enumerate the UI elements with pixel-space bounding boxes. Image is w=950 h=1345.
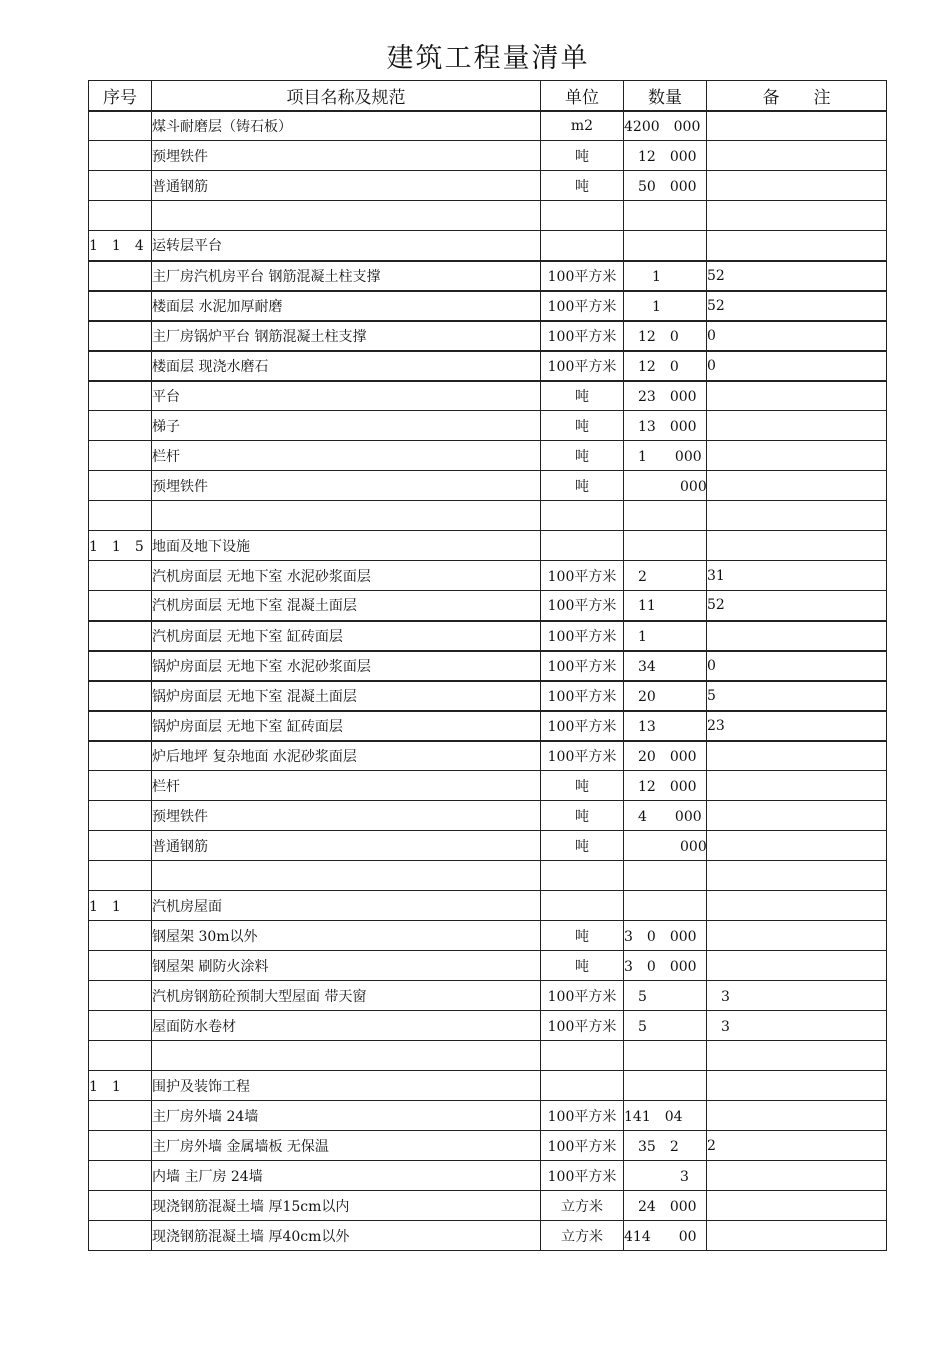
cell-note: 3 <box>707 981 887 1011</box>
cell-item-name: 钢屋架 30m以外 <box>152 921 541 951</box>
cell-quantity: 35 2 <box>624 1131 707 1161</box>
table-row <box>89 771 887 801</box>
cell-seq <box>89 291 152 321</box>
table-row <box>89 291 887 321</box>
cell-quantity: 20 <box>624 681 707 711</box>
table-row <box>89 411 887 441</box>
cell-note <box>707 891 887 921</box>
cell-quantity <box>624 861 707 891</box>
table-row <box>89 621 887 651</box>
cell-unit: 吨 <box>541 171 624 201</box>
cell-note <box>707 1221 887 1251</box>
cell-item-name: 现浇钢筋混凝土墙 厚40cm以外 <box>152 1221 541 1251</box>
cell-seq: 1 1 5 <box>89 531 152 561</box>
cell-seq <box>89 1101 152 1131</box>
page-title: 建筑工程量清单 <box>386 43 590 74</box>
cell-quantity: 11 <box>624 591 707 621</box>
cell-seq <box>89 201 152 231</box>
cell-unit: 100平方米 <box>541 561 624 591</box>
table-row <box>89 201 887 231</box>
cell-item-name: 普通钢筋 <box>152 831 541 861</box>
table-row <box>89 921 887 951</box>
cell-seq <box>89 351 152 381</box>
cell-quantity: 13 000 <box>624 411 707 441</box>
cell-seq <box>89 981 152 1011</box>
table-row <box>89 111 887 141</box>
table-row <box>89 321 887 351</box>
cell-seq: 1 1 4 <box>89 231 152 261</box>
cell-quantity: 13 <box>624 711 707 741</box>
cell-quantity: 34 <box>624 651 707 681</box>
cell-seq <box>89 831 152 861</box>
cell-seq <box>89 951 152 981</box>
cell-seq <box>89 171 152 201</box>
cell-item-name: 锅炉房面层 无地下室 混凝土面层 <box>152 681 541 711</box>
cell-note <box>707 201 887 231</box>
cell-note: 0 <box>707 651 887 681</box>
cell-note <box>707 1041 887 1071</box>
cell-quantity: 24 000 <box>624 1191 707 1221</box>
cell-item-name: 主厂房外墙 24墙 <box>152 1101 541 1131</box>
cell-seq <box>89 921 152 951</box>
cell-unit: 立方米 <box>541 1221 624 1251</box>
cell-note <box>707 771 887 801</box>
cell-seq <box>89 1191 152 1221</box>
cell-unit: 100平方米 <box>541 981 624 1011</box>
table-row <box>89 561 887 591</box>
cell-item-name: 炉后地坪 复杂地面 水泥砂浆面层 <box>152 741 541 771</box>
cell-quantity: 3 <box>624 1161 707 1191</box>
cell-quantity: 20 000 <box>624 741 707 771</box>
cell-item-name: 汽机房屋面 <box>152 891 541 921</box>
cell-item-name: 普通钢筋 <box>152 171 541 201</box>
table-row <box>89 981 887 1011</box>
cell-note: 0 <box>707 351 887 381</box>
cell-quantity: 12 000 <box>624 771 707 801</box>
table-row <box>89 741 887 771</box>
cell-note: 31 <box>707 561 887 591</box>
cell-unit: 吨 <box>541 471 624 501</box>
cell-unit: 100平方米 <box>541 1011 624 1041</box>
cell-quantity: 1 <box>624 621 707 651</box>
table-row <box>89 1191 887 1221</box>
cell-seq <box>89 591 152 621</box>
cell-item-name: 锅炉房面层 无地下室 缸砖面层 <box>152 711 541 741</box>
table-row <box>89 1101 887 1131</box>
cell-quantity <box>624 1071 707 1101</box>
cell-quantity: 1 <box>624 291 707 321</box>
cell-quantity: 5 <box>624 981 707 1011</box>
table-row <box>89 1071 887 1101</box>
table-row <box>89 231 887 261</box>
cell-item-name: 预埋铁件 <box>152 801 541 831</box>
cell-seq <box>89 321 152 351</box>
cell-note <box>707 531 887 561</box>
table-row <box>89 711 887 741</box>
cell-quantity: 4 000 <box>624 801 707 831</box>
cell-seq <box>89 441 152 471</box>
cell-quantity: 4200 000 <box>624 111 707 141</box>
cell-note <box>707 861 887 891</box>
cell-seq <box>89 621 152 651</box>
cell-quantity: 000 <box>624 471 707 501</box>
cell-quantity <box>624 531 707 561</box>
cell-unit <box>541 891 624 921</box>
header-name: 项目名称及规范 <box>152 81 541 111</box>
table-row <box>89 141 887 171</box>
cell-note <box>707 231 887 261</box>
cell-note <box>707 141 887 171</box>
cell-item-name: 现浇钢筋混凝土墙 厚15cm以内 <box>152 1191 541 1221</box>
cell-unit <box>541 531 624 561</box>
table-row <box>89 441 887 471</box>
cell-unit: 100平方米 <box>541 351 624 381</box>
cell-seq <box>89 561 152 591</box>
cell-quantity: 2 <box>624 561 707 591</box>
column-divider-line <box>706 110 707 1246</box>
cell-seq <box>89 141 152 171</box>
cell-seq <box>89 651 152 681</box>
cell-unit <box>541 861 624 891</box>
cell-seq <box>89 261 152 291</box>
table-row <box>89 1221 887 1251</box>
cell-unit: 100平方米 <box>541 621 624 651</box>
cell-unit <box>541 231 624 261</box>
cell-item-name: 楼面层 现浇水磨石 <box>152 351 541 381</box>
cell-item-name: 汽机房钢筋砼预制大型屋面 带天窗 <box>152 981 541 1011</box>
cell-note: 0 <box>707 321 887 351</box>
header-note: 备 注 <box>707 81 887 111</box>
cell-note: 3 <box>707 1011 887 1041</box>
table-row <box>89 261 887 291</box>
cell-unit: 100平方米 <box>541 1101 624 1131</box>
cell-quantity: 1 000 <box>624 441 707 471</box>
table-row <box>89 861 887 891</box>
cell-item-name: 围护及装饰工程 <box>152 1071 541 1101</box>
cell-unit: 100平方米 <box>541 711 624 741</box>
cell-unit <box>541 1041 624 1071</box>
table-row <box>89 1041 887 1071</box>
cell-note <box>707 471 887 501</box>
cell-quantity: 141 04 <box>624 1101 707 1131</box>
cell-seq <box>89 861 152 891</box>
cell-note <box>707 741 887 771</box>
header-row <box>89 81 887 111</box>
cell-seq: 1 1 <box>89 1071 152 1101</box>
bill-of-quantities-table <box>88 80 887 1251</box>
cell-unit: 100平方米 <box>541 651 624 681</box>
table-row <box>89 891 887 921</box>
cell-note: 52 <box>707 291 887 321</box>
cell-item-name: 主厂房汽机房平台 钢筋混凝土柱支撑 <box>152 261 541 291</box>
cell-unit: 吨 <box>541 831 624 861</box>
cell-quantity: 23 000 <box>624 381 707 411</box>
table-row <box>89 351 887 381</box>
cell-unit: m2 <box>541 111 624 141</box>
cell-item-name: 预埋铁件 <box>152 141 541 171</box>
cell-seq <box>89 771 152 801</box>
cell-note <box>707 1101 887 1131</box>
cell-seq <box>89 381 152 411</box>
cell-unit: 吨 <box>541 801 624 831</box>
cell-item-name <box>152 201 541 231</box>
cell-unit: 100平方米 <box>541 681 624 711</box>
cell-unit: 吨 <box>541 381 624 411</box>
cell-note <box>707 951 887 981</box>
cell-note <box>707 921 887 951</box>
cell-quantity: 414 00 <box>624 1221 707 1251</box>
cell-quantity <box>624 891 707 921</box>
table-row <box>89 381 887 411</box>
cell-seq <box>89 801 152 831</box>
cell-seq <box>89 111 152 141</box>
cell-quantity <box>624 201 707 231</box>
table-row <box>89 471 887 501</box>
cell-item-name: 锅炉房面层 无地下室 水泥砂浆面层 <box>152 651 541 681</box>
cell-note <box>707 801 887 831</box>
cell-seq <box>89 741 152 771</box>
table-row <box>89 801 887 831</box>
cell-quantity: 12 0 <box>624 321 707 351</box>
cell-item-name: 屋面防水卷材 <box>152 1011 541 1041</box>
cell-item-name: 内墙 主厂房 24墙 <box>152 1161 541 1191</box>
header-seq: 序号 <box>89 81 152 111</box>
cell-quantity: 1 <box>624 261 707 291</box>
table-row <box>89 681 887 711</box>
cell-item-name: 主厂房锅炉平台 钢筋混凝土柱支撑 <box>152 321 541 351</box>
cell-item-name: 梯子 <box>152 411 541 441</box>
cell-quantity <box>624 1041 707 1071</box>
cell-unit: 吨 <box>541 771 624 801</box>
cell-unit: 吨 <box>541 921 624 951</box>
cell-unit: 吨 <box>541 411 624 441</box>
cell-seq <box>89 501 152 531</box>
table-row <box>89 1161 887 1191</box>
cell-unit: 100平方米 <box>541 1131 624 1161</box>
cell-unit <box>541 1071 624 1101</box>
table-row <box>89 171 887 201</box>
cell-item-name: 汽机房面层 无地下室 缸砖面层 <box>152 621 541 651</box>
cell-item-name: 钢屋架 刷防火涂料 <box>152 951 541 981</box>
table-row <box>89 1011 887 1041</box>
cell-seq <box>89 681 152 711</box>
cell-item-name: 平台 <box>152 381 541 411</box>
cell-seq <box>89 411 152 441</box>
cell-note: 52 <box>707 591 887 621</box>
cell-item-name <box>152 501 541 531</box>
cell-unit <box>541 501 624 531</box>
cell-unit: 吨 <box>541 951 624 981</box>
cell-note <box>707 1161 887 1191</box>
cell-item-name: 煤斗耐磨层（铸石板） <box>152 111 541 141</box>
cell-note: 2 <box>707 1131 887 1161</box>
header-qty: 数量 <box>624 81 707 111</box>
table-row <box>89 831 887 861</box>
cell-note <box>707 381 887 411</box>
cell-unit: 吨 <box>541 441 624 471</box>
cell-seq <box>89 1221 152 1251</box>
cell-seq <box>89 1041 152 1071</box>
cell-item-name: 栏杆 <box>152 771 541 801</box>
cell-unit: 100平方米 <box>541 321 624 351</box>
cell-note <box>707 411 887 441</box>
cell-item-name: 主厂房外墙 金属墙板 无保温 <box>152 1131 541 1161</box>
cell-note <box>707 1191 887 1221</box>
cell-note <box>707 621 887 651</box>
cell-unit: 立方米 <box>541 1191 624 1221</box>
cell-seq <box>89 471 152 501</box>
cell-seq <box>89 1011 152 1041</box>
table-row <box>89 591 887 621</box>
cell-item-name: 地面及地下设施 <box>152 531 541 561</box>
cell-note <box>707 441 887 471</box>
cell-unit: 100平方米 <box>541 591 624 621</box>
cell-item-name: 运转层平台 <box>152 231 541 261</box>
cell-seq <box>89 1131 152 1161</box>
cell-unit: 100平方米 <box>541 291 624 321</box>
cell-note <box>707 501 887 531</box>
table-row <box>89 651 887 681</box>
cell-quantity: 50 000 <box>624 171 707 201</box>
cell-quantity <box>624 501 707 531</box>
cell-quantity: 3 0 000 <box>624 921 707 951</box>
cell-quantity: 3 0 000 <box>624 951 707 981</box>
cell-item-name <box>152 1041 541 1071</box>
cell-note: 5 <box>707 681 887 711</box>
cell-seq <box>89 1161 152 1191</box>
cell-item-name: 汽机房面层 无地下室 混凝土面层 <box>152 591 541 621</box>
cell-note <box>707 1071 887 1101</box>
cell-item-name: 汽机房面层 无地下室 水泥砂浆面层 <box>152 561 541 591</box>
cell-quantity: 000 <box>624 831 707 861</box>
cell-item-name: 楼面层 水泥加厚耐磨 <box>152 291 541 321</box>
cell-item-name <box>152 861 541 891</box>
cell-item-name: 预埋铁件 <box>152 471 541 501</box>
cell-quantity: 12 000 <box>624 141 707 171</box>
table-row <box>89 1131 887 1161</box>
cell-item-name: 栏杆 <box>152 441 541 471</box>
cell-quantity: 5 <box>624 1011 707 1041</box>
cell-unit <box>541 201 624 231</box>
cell-note: 23 <box>707 711 887 741</box>
table-row <box>89 951 887 981</box>
cell-quantity: 12 0 <box>624 351 707 381</box>
cell-note: 52 <box>707 261 887 291</box>
cell-unit: 100平方米 <box>541 261 624 291</box>
cell-note <box>707 111 887 141</box>
header-unit: 单位 <box>541 81 624 111</box>
table-row <box>89 501 887 531</box>
cell-seq: 1 1 <box>89 891 152 921</box>
table-body <box>89 111 887 1251</box>
cell-seq <box>89 711 152 741</box>
table-row <box>89 531 887 561</box>
cell-unit: 100平方米 <box>541 1161 624 1191</box>
cell-unit: 100平方米 <box>541 741 624 771</box>
cell-note <box>707 831 887 861</box>
cell-unit: 吨 <box>541 141 624 171</box>
cell-note <box>707 171 887 201</box>
cell-quantity <box>624 231 707 261</box>
